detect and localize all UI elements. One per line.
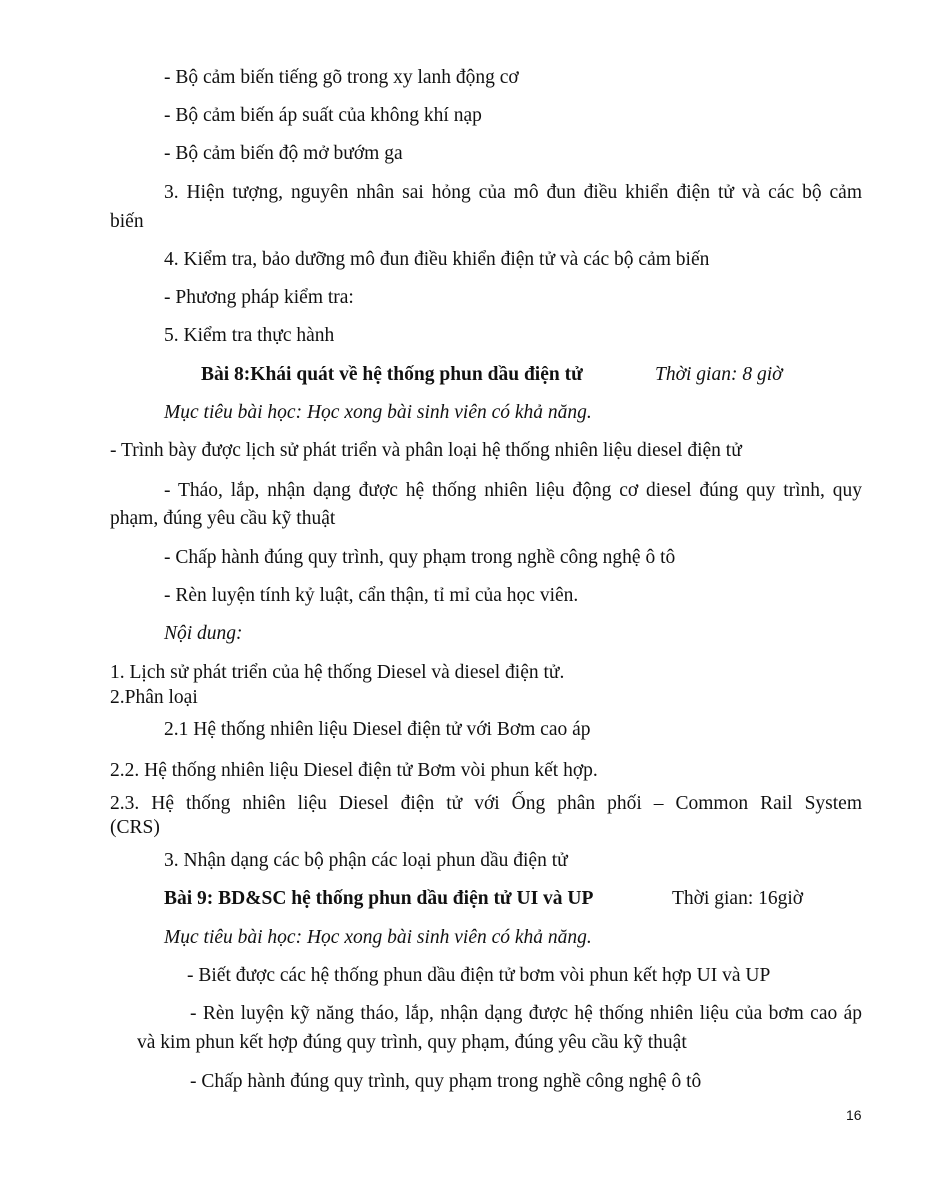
list-item-continuation: và kim phun kết hợp đúng quy trình, quy phạm, đúng yêu cầu kỹ thuật (137, 1032, 687, 1053)
lesson-duration: Thời gian: 16giờ (672, 888, 804, 909)
list-item: - Biết được các hệ thống phun dầu điện tử bơm vòi phun kết hợp UI và UP (187, 965, 771, 986)
list-item: - Bộ cảm biến tiếng gõ trong xy lanh động cơ (164, 67, 519, 88)
list-item: - Rèn luyện tính kỷ luật, cẩn thận, tỉ mỉ của học viên. (164, 585, 579, 606)
list-item: - Trình bày được lịch sử phát triển và phân loại hệ thống nhiên liệu diesel điện tử (110, 440, 742, 461)
section-heading: 3. Nhận dạng các bộ phận các loại phun dầu điện tử (164, 850, 568, 871)
subsection-heading: 2.2. Hệ thống nhiên liệu Diesel điện tử Bơm vòi phun kết hợp. (110, 760, 598, 781)
content-label: Nội dung: (164, 623, 243, 644)
section-heading-continuation: biến (110, 211, 144, 232)
list-item: - Phương pháp kiểm tra: (164, 287, 354, 308)
list-item: - Bộ cảm biến áp suất của không khí nạp (164, 105, 482, 126)
section-heading: 5. Kiểm tra thực hành (164, 325, 335, 346)
section-heading: 4. Kiểm tra, bảo dưỡng mô đun điều khiển điện tử và các bộ cảm biến (164, 249, 710, 270)
list-item: - Bộ cảm biến độ mở bướm ga (164, 143, 403, 164)
list-item-continuation: phạm, đúng yêu cầu kỹ thuật (110, 508, 336, 529)
subsection-heading: 2.3. Hệ thống nhiên liệu Diesel điện tử với Ống phân phối – Common Rail System (110, 793, 862, 814)
lesson-title: Bài 8:Khái quát về hệ thống phun dầu điện tử (201, 364, 583, 385)
lesson-objective: Mục tiêu bài học: Học xong bài sinh viên có khả năng. (164, 402, 592, 423)
list-item: - Tháo, lắp, nhận dạng được hệ thống nhiên liệu động cơ diesel đúng quy trình, quy (164, 480, 862, 501)
lesson-objective: Mục tiêu bài học: Học xong bài sinh viên có khả năng. (164, 927, 592, 948)
list-item: - Rèn luyện kỹ năng tháo, lắp, nhận dạng được hệ thống nhiên liệu của bơm cao áp (190, 1003, 862, 1024)
list-item: - Chấp hành đúng quy trình, quy phạm trong nghề công nghệ ô tô (190, 1071, 702, 1092)
list-item: - Chấp hành đúng quy trình, quy phạm trong nghề công nghệ ô tô (164, 547, 676, 568)
section-heading: 2.Phân loại (110, 687, 198, 708)
subsection-heading-continuation: (CRS) (110, 817, 160, 838)
section-heading: 1. Lịch sử phát triển của hệ thống Diesel và diesel điện tử. (110, 662, 565, 683)
section-heading: 3. Hiện tượng, nguyên nhân sai hỏng của mô đun điều khiển điện tử và các bộ cảm (164, 182, 862, 203)
lesson-duration: Thời gian: 8 giờ (655, 364, 783, 385)
page-number: 16 (846, 1107, 862, 1123)
subsection-heading: 2.1 Hệ thống nhiên liệu Diesel điện tử với Bơm cao áp (164, 719, 591, 740)
lesson-title: Bài 9: BD&SC hệ thống phun dầu điện tử UI và UP (164, 888, 594, 909)
